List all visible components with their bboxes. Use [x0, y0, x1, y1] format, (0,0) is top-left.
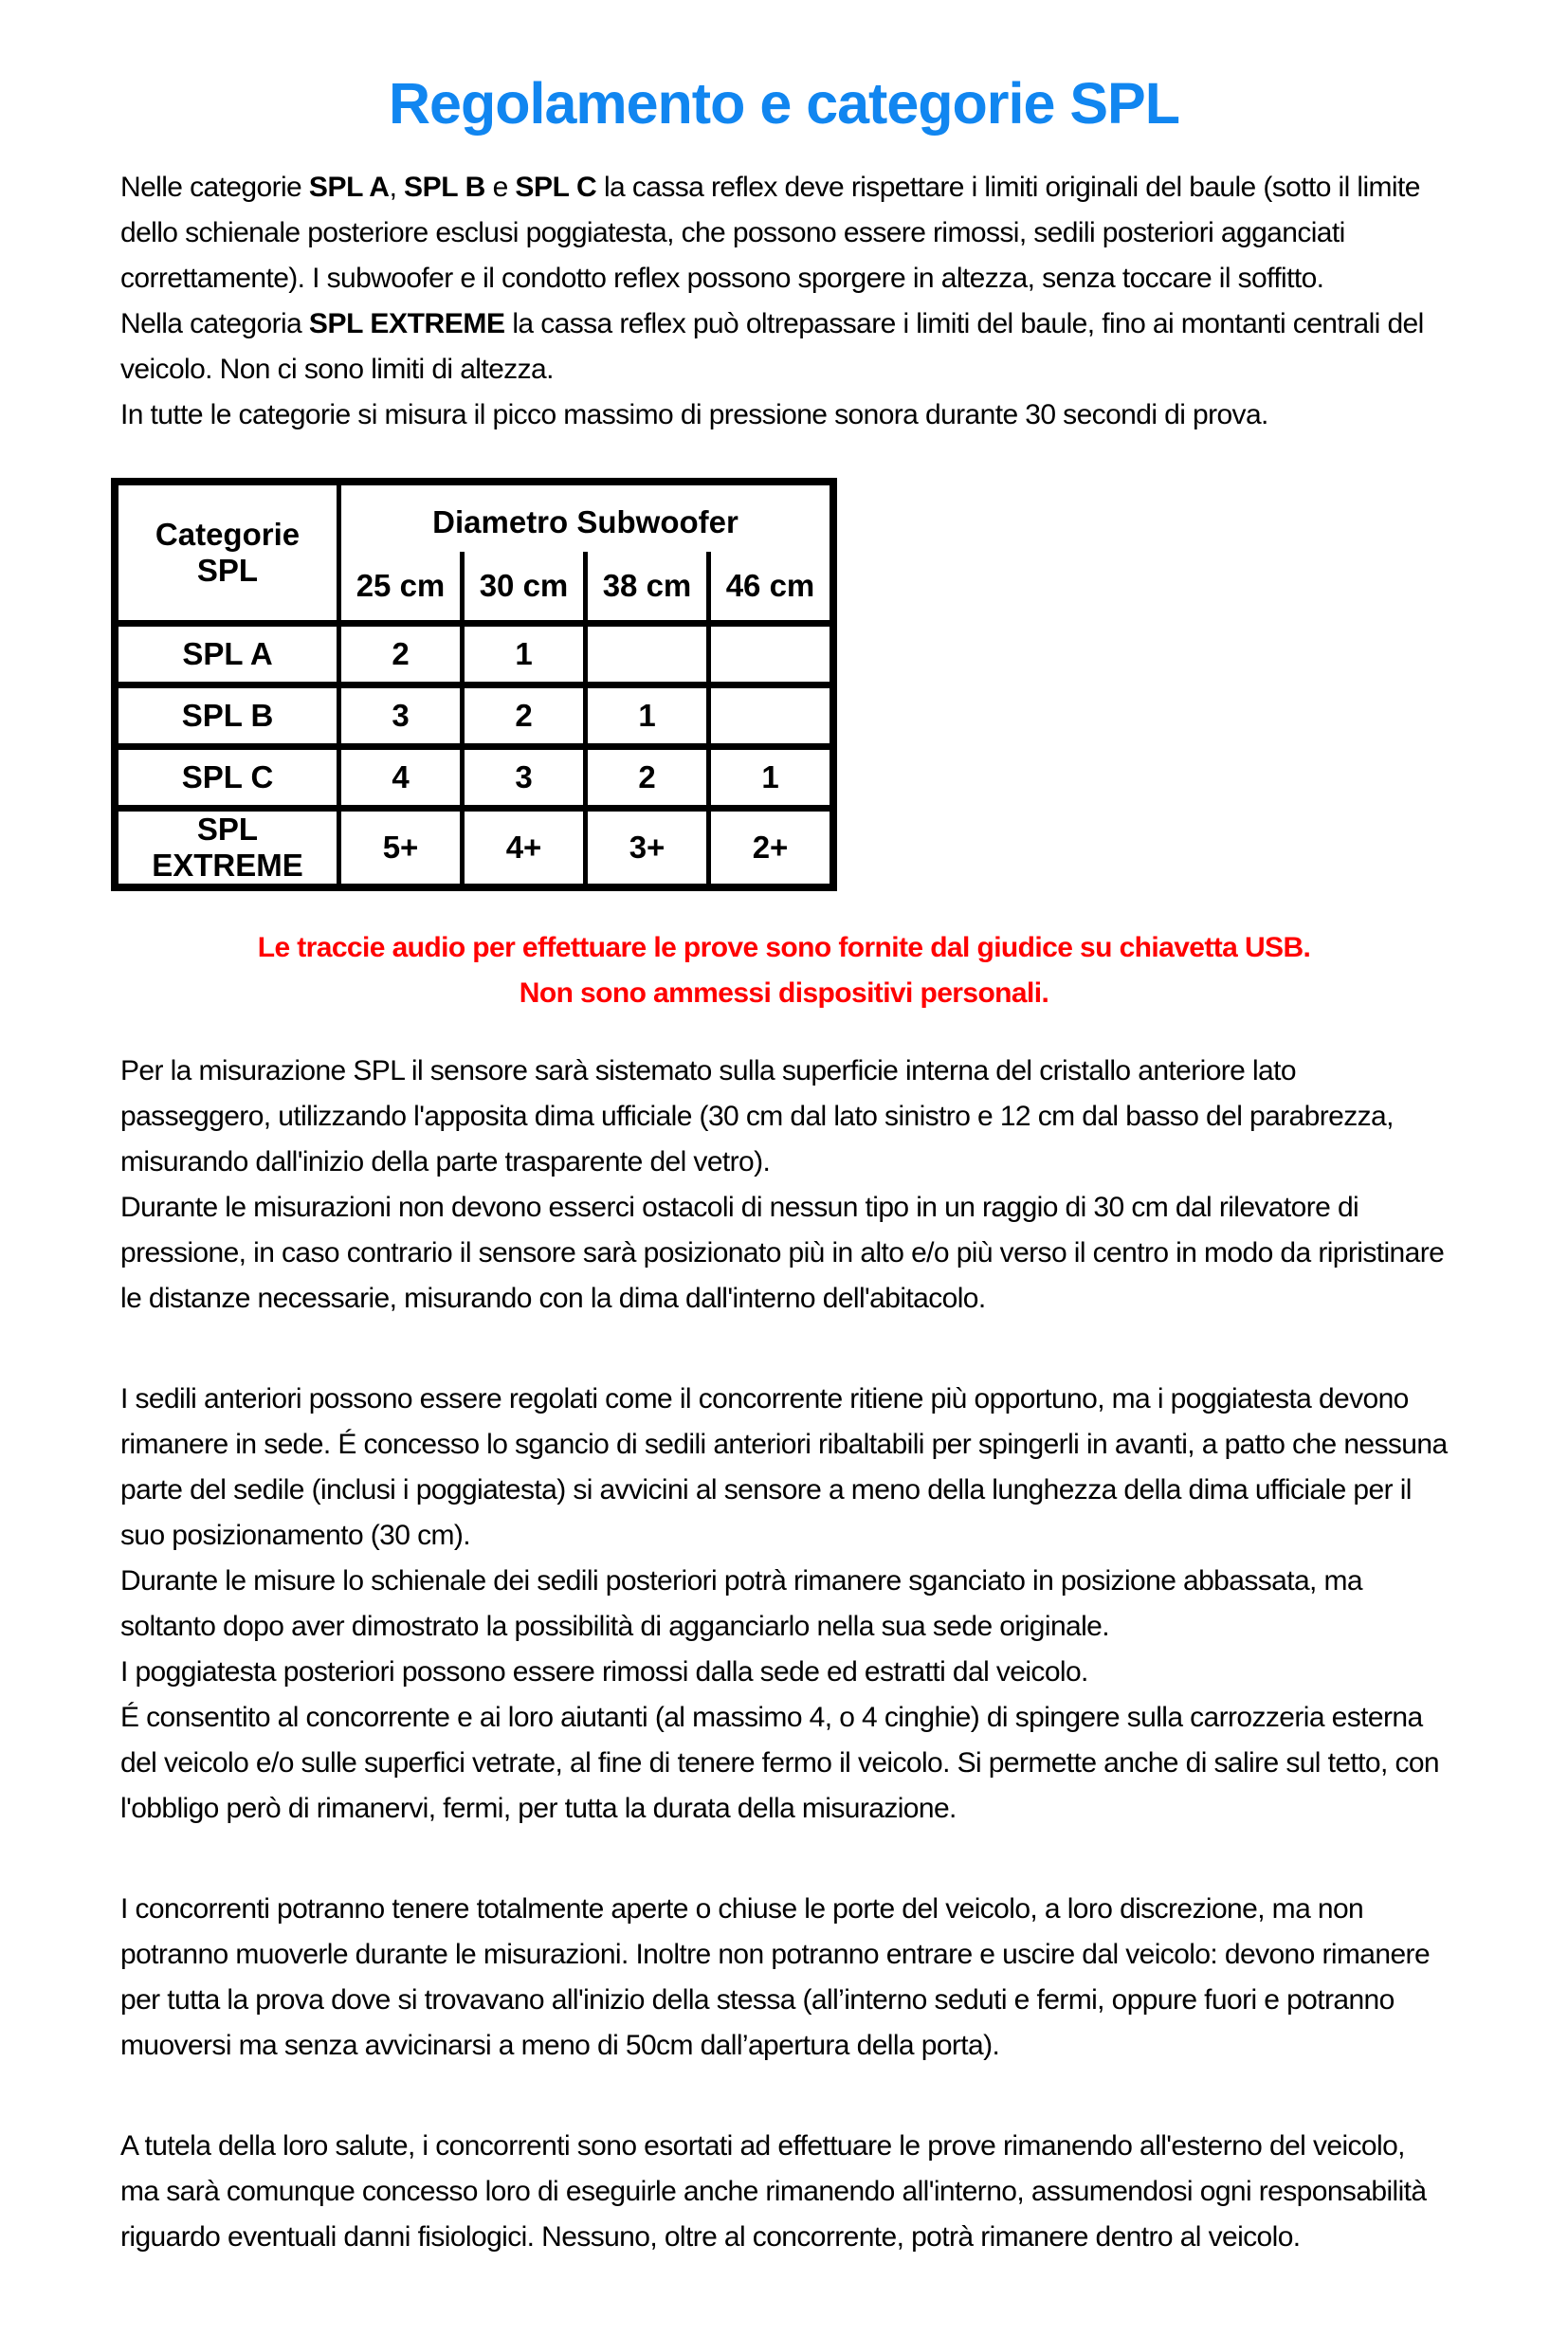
paragraph-obstacles: Durante le misurazioni non devono esserci ostacoli di nessun tipo in un raggio di 30 cm dal rilevatore di pressione, in caso contrario il sensore sarà posizionato più in alto e/o più verso il centro in modo da ripristinare le distanze necessarie, misurando con la dima dall'interno dell'abitacolo.	[120, 1192, 1445, 1314]
table-header-row	[115, 482, 833, 552]
text-segment: e	[484, 172, 516, 203]
paragraph-rear-seatback: Durante le misure lo schienale dei sedili posteriori potrà rimanere sganciato in posizione abbassata, ma soltanto dopo aver dimostrato la possibilità di agganciarlo nella sua sede originale.	[120, 1565, 1362, 1642]
paragraph-health: A tutela della loro salute, i concorrenti sono esortati ad effettuare le prove rimanendo all'esterno del veicolo, ma sarà comunque concesso loro di eseguirle anche rimanendo all'interno, assumendosi ogni responsabilità riguardo eventuali danni fisiologici. Nessuno, oltre al concorrente, potrà rimanere dentro al veicolo.	[120, 2130, 1427, 2253]
row-label: SPL EXTREME	[115, 809, 339, 888]
health-section	[120, 2124, 1448, 2260]
table-cell: 2+	[709, 809, 834, 888]
seating-section	[120, 1377, 1448, 1832]
table-cell	[586, 624, 709, 685]
paragraph-front-seats: I sedili anteriori possono essere regolati come il concorrente ritiene più opportuno, ma i poggiatesta devono rimanere in sede. É concesso lo sgancio di sedili anteriori ribaltabili per spingerli in avanti, a patto che nessuna parte del sedile (inclusi i poggiatesta) si avvicini al sensore a meno della lunghezza della dima ufficiale per il suo posizionamento (30 cm).	[120, 1383, 1448, 1551]
row-label: SPL A	[115, 624, 339, 685]
bold-spl-c: SPL C	[515, 172, 597, 203]
paragraph-measure-peak: In tutte le categorie si misura il picco massimo di pressione sonora durante 30 secondi di prova.	[120, 399, 1268, 430]
bold-spl-b: SPL B	[404, 172, 485, 203]
intro-section	[120, 165, 1448, 438]
table-cell: 4+	[463, 809, 586, 888]
spl-categories-table	[111, 478, 837, 891]
notice-line-1: Le traccie audio per effettuare le prove sono fornite dal giudice su chiavetta USB.	[257, 932, 1311, 963]
table-col-30cm: 30 cm	[463, 552, 586, 624]
table-cell: 3	[463, 747, 586, 809]
doors-section	[120, 1887, 1448, 2069]
table-cell: 3	[339, 685, 463, 747]
table-cell: 2	[586, 747, 709, 809]
paragraph-rear-headrests: I poggiatesta posteriori possono essere rimossi dalla sede ed estratti dal veicolo.	[120, 1656, 1088, 1688]
table-cell	[709, 685, 834, 747]
row-label: SPL C	[115, 747, 339, 809]
table-cell: 2	[339, 624, 463, 685]
text-segment: Nelle categorie	[120, 172, 309, 203]
table-row-spl-a	[115, 624, 833, 685]
table-cell: 1	[586, 685, 709, 747]
paragraph-doors: I concorrenti potranno tenere totalmente aperte o chiuse le porte del veicolo, a loro discrezione, ma non potranno muoverle durante le misurazioni. Inoltre non potranno entrare e uscire dal veicolo: devono rimanere per tutta la prova dove si trovavano all'inizio della stessa (all’interno seduti e fermi, oppure fuori e potranno muoversi ma senza avvicinarsi a meno di 50cm dall’apertura della porta).	[120, 1893, 1431, 2061]
measurement-section	[120, 1049, 1448, 1322]
table-cell: 3+	[586, 809, 709, 888]
bold-spl-a: SPL A	[308, 172, 390, 203]
table-group-header: Diametro Subwoofer	[339, 482, 834, 552]
bold-spl-extreme: SPL EXTREME	[308, 308, 505, 339]
table-cell: 1	[463, 624, 586, 685]
table-corner-header: Categorie SPL	[115, 482, 339, 624]
paragraph-helpers: É consentito al concorrente e ai loro aiutanti (al massimo 4, o 4 cinghie) di spingere sulla carrozzeria esterna del veicolo e/o sulle superfici vetrate, al fine di tenere fermo il veicolo. Si permette anche di salire sul tetto, con l'obbligo però di rimanervi, fermi, per tutta la durata della misurazione.	[120, 1702, 1440, 1824]
notice-line-2: Non sono ammessi dispositivi personali.	[519, 977, 1049, 1009]
paragraph-category-extreme	[120, 301, 1448, 392]
text-segment: la cassa reflex può oltrepassare i limiti del baule, fino ai montanti centrali del veicolo. Non ci sono limiti di altezza.	[120, 308, 1424, 385]
paragraph-categories-abc	[120, 165, 1448, 301]
row-label: SPL B	[115, 685, 339, 747]
table-cell: 2	[463, 685, 586, 747]
text-segment: Nella categoria	[120, 308, 309, 339]
table-cell: 1	[709, 747, 834, 809]
table-row-spl-b	[115, 685, 833, 747]
page-title: Regolamento e categorie SPL	[389, 71, 1179, 136]
table-row-spl-c	[115, 747, 833, 809]
table-row-spl-extreme	[115, 809, 833, 888]
text-segment: la cassa reflex deve rispettare i limiti originali del baule (sotto il limite dello schienale posteriore esclusi poggiatesta, che possono essere rimossi, sedili posteriori agganciati correttamente). I subwoofer e il condotto reflex possono sporgere in altezza, senza toccare il soffitto.	[120, 172, 1420, 294]
table-col-25cm: 25 cm	[339, 552, 463, 624]
paragraph-sensor-position: Per la misurazione SPL il sensore sarà sistemato sulla superficie interna del cristallo anteriore lato passeggero, utilizzando l'apposita dima ufficiale (30 cm dal lato sinistro e 12 cm dal basso del parabrezza, misurando dall'inizio della parte trasparente del vetro).	[120, 1055, 1394, 1177]
table-cell: 5+	[339, 809, 463, 888]
text-segment: ,	[389, 172, 405, 203]
usb-notice	[120, 925, 1448, 1016]
table-cell: 4	[339, 747, 463, 809]
table-cell	[709, 624, 834, 685]
table-col-38cm: 38 cm	[586, 552, 709, 624]
table-col-46cm: 46 cm	[709, 552, 834, 624]
